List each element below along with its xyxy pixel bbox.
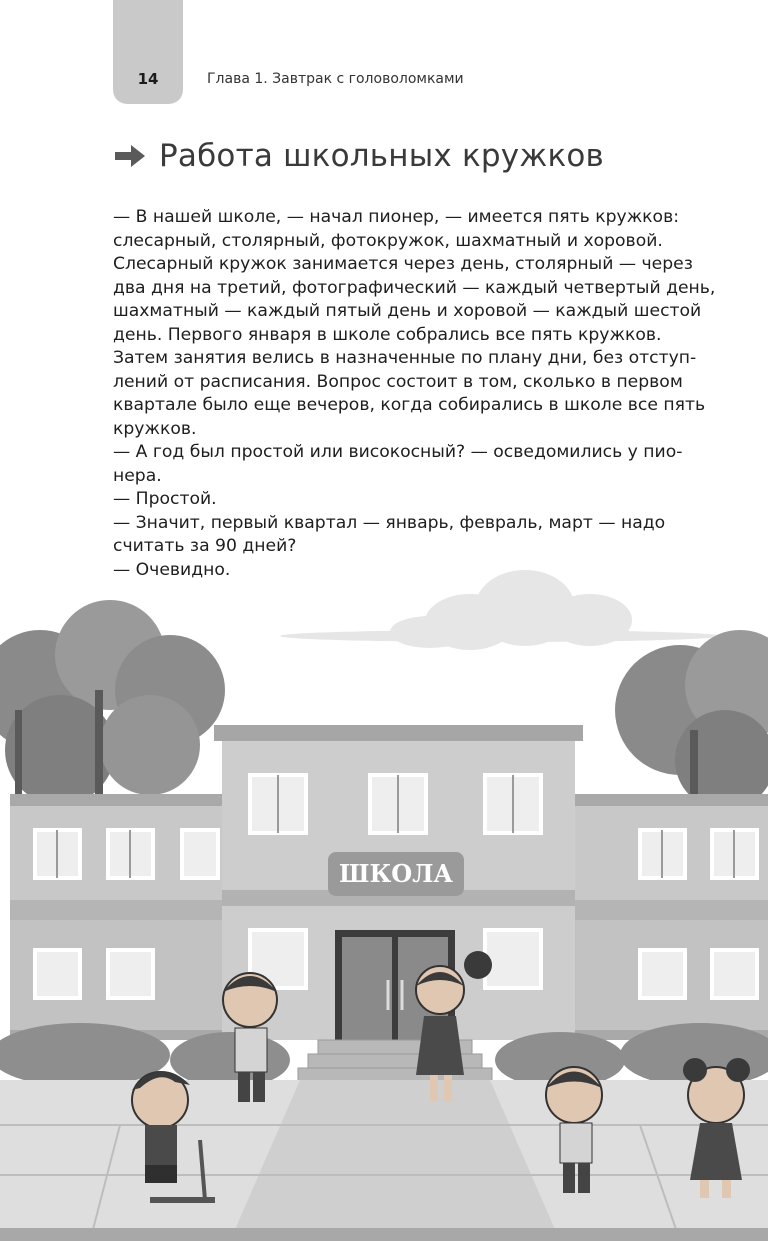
- body-line: — В нашей школе, — начал пионер, — имеется пять кружков:: [113, 207, 679, 227]
- cloud: [280, 570, 720, 650]
- body-line: — Очевидно.: [113, 559, 231, 580]
- trees-left: [0, 600, 225, 805]
- body-line: день. Первого января в школе собрались все пять кружков.: [113, 324, 662, 345]
- body-line: кружков.: [113, 418, 197, 439]
- page-number: 14: [137, 70, 159, 88]
- sidewalk: [0, 1080, 768, 1241]
- school-sign: [328, 852, 464, 896]
- body-line: — Простой.: [113, 489, 217, 509]
- body-line: — Значит, первый квартал — январь, февраль, март — надо: [113, 512, 666, 533]
- body-line: Слесарный кружок занимается через день, столярный — через: [113, 254, 693, 274]
- arrow-right-icon: [113, 142, 147, 170]
- body-line: Затем занятия велись в назначенные по плану дни, без отступ-: [113, 348, 697, 368]
- body-line: нера.: [113, 465, 162, 486]
- body-line: два дня на третий, фотографический — каждый четвертый день,: [113, 277, 716, 298]
- body-text: [113, 206, 716, 582]
- running-head: Глава 1. Завтрак с головоломками: [207, 71, 464, 87]
- trees-right: [615, 630, 768, 810]
- body-line: шахматный — каждый пятый день и хоровой — каждый шестой: [113, 301, 702, 321]
- body-line: считать за 90 дней?: [113, 536, 297, 556]
- section-title: Работа школьных кружков: [159, 138, 605, 174]
- school-illustration: [0, 560, 768, 1241]
- body-line: квартале было еще вечеров, когда собирались в школе все пять: [113, 395, 706, 415]
- page-tab: [113, 0, 183, 104]
- school-steps: [298, 1040, 492, 1082]
- school-sign-text: ШКОЛА: [339, 859, 453, 888]
- section-heading: [113, 134, 604, 178]
- body-line: слесарный, столярный, фотокружок, шахматный и хоровой.: [113, 230, 663, 251]
- body-line: лений от расписания. Вопрос состоит в том, сколько в первом: [113, 371, 683, 392]
- body-line: — А год был простой или високосный? — осведомились у пио-: [113, 442, 683, 462]
